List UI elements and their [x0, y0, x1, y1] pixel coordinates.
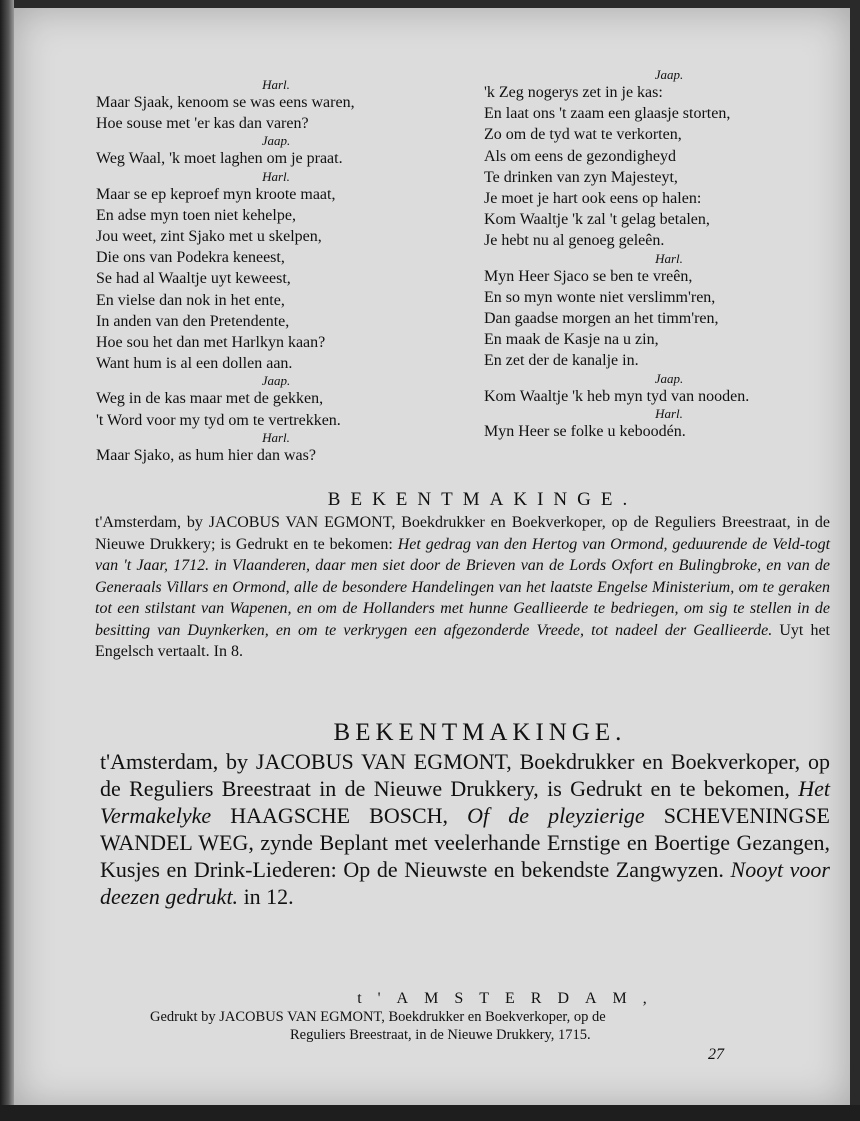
left-speaker-label: Harl. — [262, 168, 290, 184]
announcement-1-body — [95, 512, 830, 663]
right-verse-line: Kom Waaltje 'k zal 't gelag betalen, — [484, 211, 710, 229]
announcement-2-format: in 12. — [243, 884, 294, 909]
imprint — [150, 990, 850, 1044]
announcement-2-publisher: t'Amsterdam, by JACOBUS VAN EGMONT, Boekdrukker en Boekverkoper, op de Reguliers Breestraat in de Nieuwe Drukkery, is Gedrukt en te bekomen, — [100, 749, 830, 801]
left-verse-line: Maar se ep keproef myn kroote maat, — [96, 185, 336, 203]
announcement-1-book-title: Het gedrag van den Hertog van Ormond, geduurende de Veld-togt van 't Jaar, 1712. in Vlaanderen, daar men siet door de Brieven van de Lords Oxfort en Bulingbroke, en van de Generaals Villars en Ormond, alle de besondere Handelingen van het laatste Engelse Ministerium, om te geraken tot een stilstant van Wapenen, en om de Hollanders met hunne Geallieerde te bedriegen, om sig te stellen in de besitting van Duynkerken, en om te verkrygen een afgezonderde Vreede, tot nadeel der Geallieerde. — [95, 535, 831, 639]
announcement-2-title-part1: Het Vermakelyke — [100, 776, 830, 828]
announcement-1-note: Uyt het Engelsch vertaalt. In 8. — [95, 621, 831, 660]
imprint-line-2: Reguliers Breestraat, in de Nieuwe Drukkery, 1715. — [290, 1027, 591, 1043]
announcement-2-heading: BEKENTMAKINGE. — [333, 719, 627, 746]
right-verse-line: En laat ons 't zaam een glaasje storten, — [484, 105, 731, 123]
right-verse-line: Zo om de tyd wat te verkorten, — [484, 126, 682, 144]
left-verse-line: In anden van den Pretendente, — [96, 312, 290, 330]
left-verse-line: Hoe sou het dan met Harlkyn kaan? — [96, 334, 326, 352]
right-verse-line: Te drinken van zyn Majesteyt, — [484, 168, 678, 186]
announcement-2-title-part4: SCHEVENINGSE WANDEL WEG, — [100, 803, 830, 855]
right-verse-line: En maak de Kasje na u zin, — [484, 331, 659, 349]
announcement-1 — [95, 488, 830, 663]
dialogue-column-left — [96, 78, 456, 466]
right-verse-line: En so myn wonte niet verslimm'ren, — [484, 288, 716, 306]
left-verse-line: Jou weet, zint Sjako met u skelpen, — [96, 228, 322, 246]
imprint-city: t'AMSTERDAM, — [357, 990, 663, 1007]
right-speaker-label: Harl. — [655, 405, 683, 421]
left-verse-line: En adse myn toen niet kehelpe, — [96, 206, 296, 224]
right-verse-line: Dan gaadse morgen an het timm'ren, — [484, 310, 719, 328]
left-verse-line: Want hum is al een dollen aan. — [96, 355, 293, 373]
announcement-2-title-part3: Of de pleyzierige — [467, 803, 664, 828]
left-verse-line: Maar Sjako, as hum hier dan was? — [96, 446, 316, 464]
right-verse-line: Kom Waaltje 'k heb myn tyd van nooden. — [484, 387, 750, 405]
left-speaker-label: Harl. — [262, 77, 290, 92]
left-verse-line: Se had al Waaltje uyt keweest, — [96, 270, 291, 288]
right-speaker-label: Harl. — [655, 250, 683, 266]
left-verse-line: Weg Waal, 'k moet laghen om je praat. — [96, 150, 343, 168]
right-verse-line: Myn Heer Sjaco se ben te vreên, — [484, 267, 693, 285]
announcement-2-title-part2: HAAGSCHE BOSCH, — [230, 803, 468, 828]
left-verse-line: Maar Sjaak, kenoom se was eens waren, — [96, 94, 355, 111]
right-verse-line: Als om eens de gezondigheyd — [484, 147, 676, 165]
left-speaker-label: Harl. — [262, 429, 290, 445]
announcement-1-publisher: t'Amsterdam, by JACOBUS VAN EGMONT, Boekdrukker en Boekverkoper, op de Reguliers Breestraat, in de Nieuwe Drukkery; is Gedrukt en te bekomen: — [95, 514, 830, 553]
right-verse-line: 'k Zeg nogerys zet in je kas: — [484, 84, 663, 101]
right-verse-line: Myn Heer se folke u keboodén. — [484, 422, 686, 440]
left-verse-line: Weg in de kas maar met de gekken, — [96, 390, 324, 408]
announcement-2-never-printed: Nooyt voor deezen gedrukt. — [100, 857, 830, 909]
page-binding-edge — [0, 0, 14, 1121]
announcement-2-description: zynde Beplant met veelerhande Ernstige en Boertige Gezangen, Kusjes en Drink-Liederen: Op de Nieuwste en bekendste Zangwyzen. — [100, 830, 830, 882]
dialogue-column-right — [484, 68, 854, 442]
left-speaker-label: Jaap. — [261, 373, 291, 389]
left-speaker-label: Jaap. — [261, 133, 291, 149]
right-verse-line: Je hebt nu al genoeg geleên. — [484, 232, 665, 250]
left-verse-line: En vielse dan nok in het ente, — [96, 291, 285, 309]
left-verse-line: Die ons van Podekra keneest, — [96, 249, 285, 267]
right-verse-line: En zet der de kanalje in. — [484, 352, 639, 370]
right-speaker-label: Jaap. — [654, 370, 684, 386]
right-speaker-label: Jaap. — [654, 67, 684, 82]
imprint-line-1: Gedrukt by JACOBUS VAN EGMONT, Boekdrukker en Boekverkoper, op de — [150, 1009, 606, 1025]
left-verse-line: 't Word voor my tyd om te vertrekken. — [96, 411, 341, 429]
signature-mark: 27 — [708, 1046, 724, 1063]
announcement-2-body — [100, 748, 830, 910]
page-bottom-edge — [0, 1105, 860, 1121]
left-verse-line: Hoe souse met 'er kas dan varen? — [96, 115, 309, 133]
right-verse-line: Je moet je hart ook eens op halen: — [484, 190, 702, 208]
announcement-1-heading: BEKENTMAKINGE. — [327, 489, 638, 510]
announcement-2 — [100, 718, 830, 910]
